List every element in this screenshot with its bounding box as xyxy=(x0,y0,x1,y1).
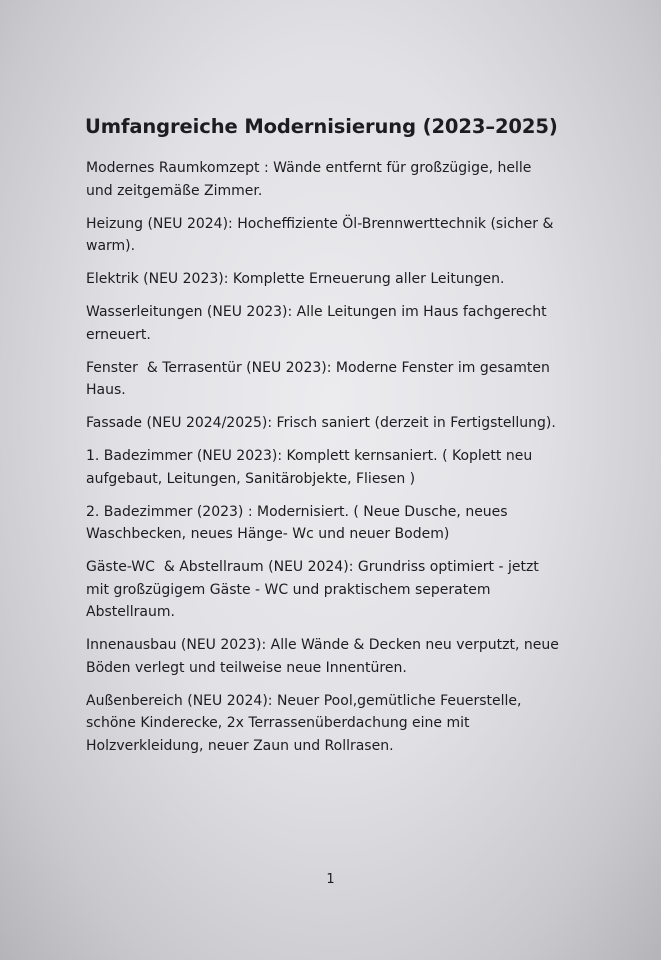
list-item: Fassade (NEU 2024/2025): Frisch saniert (derzeit in Fertigstellung). xyxy=(86,415,556,431)
list-item: 1. Badezimmer (NEU 2023): Komplett kernsaniert. ( Koplett neu aufgebaut, Leitungen, Sanitärobjekte, Fliesen ) xyxy=(86,448,533,487)
list-item: 2. Badezimmer (2023) : Modernisiert. ( Neue Dusche, neues Waschbecken, neues Hänge- Wc und neuer Bodem) xyxy=(86,503,508,542)
list-item: Wasserleitungen (NEU 2023): Alle Leitungen im Haus fachgerecht erneuert. xyxy=(86,304,547,343)
page-title: Umfangreiche Modernisierung (2023–2025) xyxy=(85,115,558,138)
modernization-list xyxy=(86,157,561,768)
list-item: Heizung (NEU 2024): Hocheffiziente Öl-Brennwerttechnik (sicher & warm). xyxy=(86,215,554,254)
list-item: Elektrik (NEU 2023): Komplette Erneuerung aller Leitungen. xyxy=(86,271,505,287)
list-item: Fenster & Terrasentür (NEU 2023): Moderne Fenster im gesamten Haus. xyxy=(86,359,555,398)
list-item: Außenbereich (NEU 2024): Neuer Pool,gemütliche Feuerstelle, schöne Kinderecke, 2x Terrassenüberdachung eine mit Holzverkleidung, neuer Zaun und Rollrasen. xyxy=(86,692,522,754)
list-item: Innenausbau (NEU 2023): Alle Wände & Decken neu verputzt, neue Böden verlegt und teilweise neue Innentüren. xyxy=(86,637,559,676)
list-item: Gäste-WC & Abstellraum (NEU 2024): Grundriss optimiert - jetzt mit großzügigem Gäste - WC und praktischem seperatem Abstellraum. xyxy=(86,559,544,620)
page-number: 1 xyxy=(326,872,335,887)
list-item: Modernes Raumkomzept : Wände entfernt für großzügige, helle und zeitgemäße Zimmer. xyxy=(86,160,532,199)
